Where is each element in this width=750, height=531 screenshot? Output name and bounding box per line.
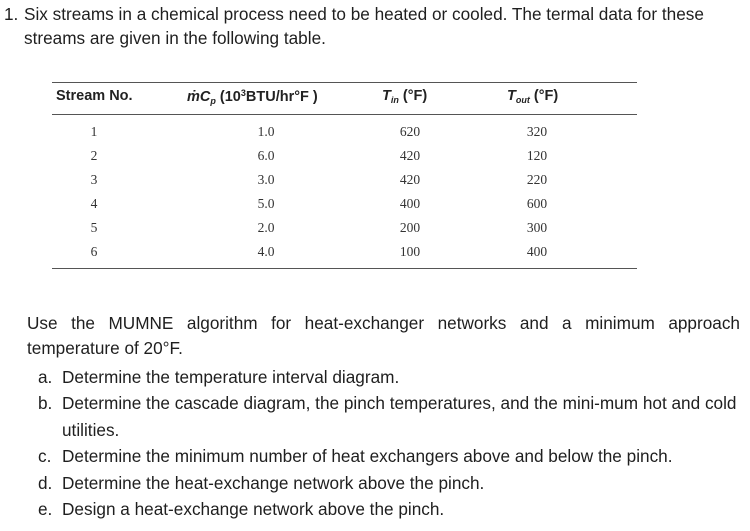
header-tin	[382, 88, 427, 105]
cell-tout: 320	[526, 124, 548, 139]
parts-list	[38, 364, 743, 522]
part-text: Determine the temperature interval diagram.	[62, 367, 400, 387]
header-stream-no: Stream No.	[56, 88, 133, 104]
cell-tout: 400	[526, 244, 548, 259]
part-label: d.	[38, 472, 53, 493]
cell-stream: 1	[90, 124, 98, 139]
header-mcp	[187, 88, 318, 106]
list-item	[38, 496, 743, 522]
cell-stream: 4	[90, 196, 98, 211]
question-text: Six streams in a chemical process need to be heated or cooled. The termal data for these streams are given in the following table.	[24, 4, 704, 48]
part-label: e.	[38, 499, 53, 520]
cell-stream: 6	[90, 244, 98, 259]
list-item	[38, 364, 743, 390]
header-mcp-exponent: 3	[240, 88, 246, 98]
header-tout-subscript: out	[515, 95, 530, 105]
cell-tin: 200	[399, 220, 421, 235]
cell-mcp: 3.0	[257, 172, 275, 187]
header-tout-units: (°F)	[529, 88, 559, 104]
header-mcp-subscript: p	[210, 96, 216, 106]
cell-tin: 420	[399, 148, 421, 163]
part-text: Determine the minimum number of heat exchangers above and below the pinch.	[62, 446, 673, 467]
cell-tout: 120	[526, 148, 548, 163]
header-tin-units: (°F)	[398, 88, 428, 104]
instruction-text: Use the MUMNE algorithm for heat-exchanger networks and a minimum approach temperature of 20°F.	[27, 313, 740, 358]
cell-tin: 620	[399, 124, 421, 139]
list-item	[38, 390, 743, 443]
cell-stream: 2	[90, 148, 98, 163]
header-mcp-units: BTU/hr°F )	[245, 89, 318, 105]
part-text: Determine the heat-exchange network above the pinch.	[62, 472, 485, 493]
header-tout	[507, 88, 558, 105]
part-label: c.	[38, 446, 52, 467]
cell-stream: 5	[90, 220, 98, 235]
table-header-rule	[52, 114, 637, 115]
list-item	[38, 443, 743, 469]
part-text: Design a heat-exchange network above the pinch.	[62, 499, 445, 520]
cell-tout: 220	[526, 172, 548, 187]
header-tout-symbol: T	[507, 88, 516, 104]
part-label: b.	[38, 393, 53, 414]
cell-mcp: 4.0	[257, 244, 275, 259]
cell-tin: 400	[399, 196, 421, 211]
cell-stream: 3	[90, 172, 98, 187]
header-tin-subscript: in	[390, 95, 399, 105]
cell-mcp: 2.0	[257, 220, 275, 235]
list-item	[38, 470, 743, 496]
cell-tout: 600	[526, 196, 548, 211]
part-text: Determine the cascade diagram, the pinch temperatures, and the mini-mum hot and cold utilities.	[62, 393, 737, 440]
cell-mcp: 1.0	[257, 124, 275, 139]
table-bottom-rule	[52, 268, 637, 269]
header-tin-symbol: T	[382, 88, 391, 104]
cell-tin: 420	[399, 172, 421, 187]
cell-mcp: 5.0	[257, 196, 275, 211]
table-top-rule	[52, 82, 637, 83]
question-number: 1.	[4, 4, 19, 24]
question-intro	[4, 2, 746, 50]
part-label: a.	[38, 367, 53, 387]
header-mcp-open: (10	[215, 89, 241, 105]
cell-tin: 100	[399, 244, 421, 259]
cell-mcp: 6.0	[257, 148, 275, 163]
cell-tout: 300	[526, 220, 548, 235]
header-mcp-symbol: ṁC	[187, 89, 211, 105]
